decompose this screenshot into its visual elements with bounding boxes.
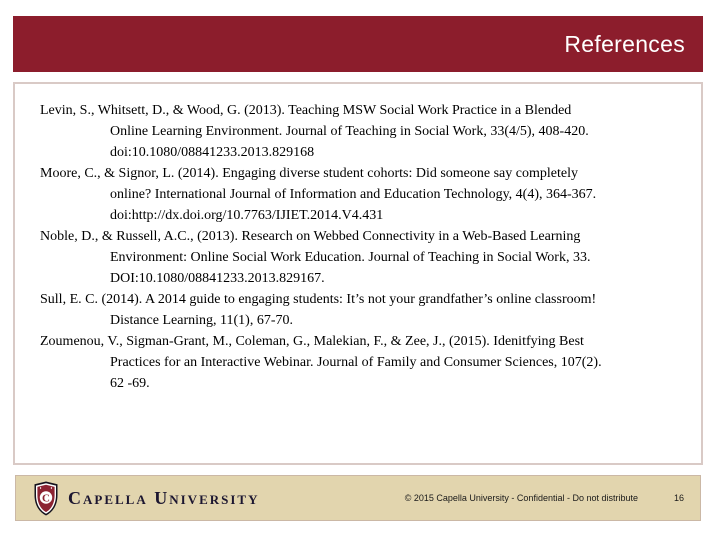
svg-text:C: C — [42, 492, 50, 505]
capella-wordmark: Capella University — [68, 488, 260, 508]
page-title: References — [564, 30, 685, 57]
reference-line: Online Learning Environment. Journal of Teaching in Social Work, 33(4/5), 408-420. — [110, 124, 589, 139]
reference-line: Noble, D., & Russell, A.C., (2013). Research on Webbed Connectivity in a Web-Based Learning — [40, 229, 581, 244]
reference-line: Environment: Online Social Work Education. Journal of Teaching in Social Work, 33. — [110, 250, 591, 265]
reference-line: Moore, C., & Signor, L. (2014). Engaging diverse student cohorts: Did someone say completely — [40, 166, 578, 181]
reference-entry — [40, 289, 689, 331]
reference-entry — [40, 226, 689, 289]
references-content-box — [13, 82, 703, 465]
reference-line: Practices for an Interactive Webinar. Journal of Family and Consumer Sciences, 107(2). — [110, 355, 602, 370]
slide-footer — [15, 475, 701, 521]
reference-line: doi:10.1080/08841233.2013.829168 — [110, 145, 315, 160]
capella-shield-icon — [34, 481, 58, 516]
reference-line: 62 -69. — [110, 376, 150, 391]
page-number: 16 — [673, 493, 684, 503]
reference-line: Distance Learning, 11(1), 67-70. — [110, 313, 293, 328]
reference-line: doi:http://dx.doi.org/10.7763/IJIET.2014.V4.431 — [110, 208, 384, 223]
reference-line: Levin, S., Whitsett, D., & Wood, G. (2013). Teaching MSW Social Work Practice in a Blended — [40, 103, 572, 118]
copyright-text: © 2015 Capella University - Confidential - Do not distribute — [404, 493, 638, 503]
references-list — [40, 100, 689, 394]
reference-entry — [40, 163, 689, 226]
reference-line: Zoumenou, V., Sigman-Grant, M., Coleman, G., Malekian, F., & Zee, J., (2015). Idenitfying Best — [40, 334, 584, 349]
reference-entry — [40, 331, 689, 394]
reference-line: Sull, E. C. (2014). A 2014 guide to engaging students: It’s not your grandfather’s online classroom! — [40, 292, 597, 307]
reference-entry — [40, 100, 689, 163]
slide-header — [13, 16, 703, 72]
capella-logo — [34, 481, 259, 516]
reference-line: DOI:10.1080/08841233.2013.829167. — [110, 271, 325, 286]
reference-line: online? International Journal of Information and Education Technology, 4(4), 364-367. — [110, 187, 597, 202]
